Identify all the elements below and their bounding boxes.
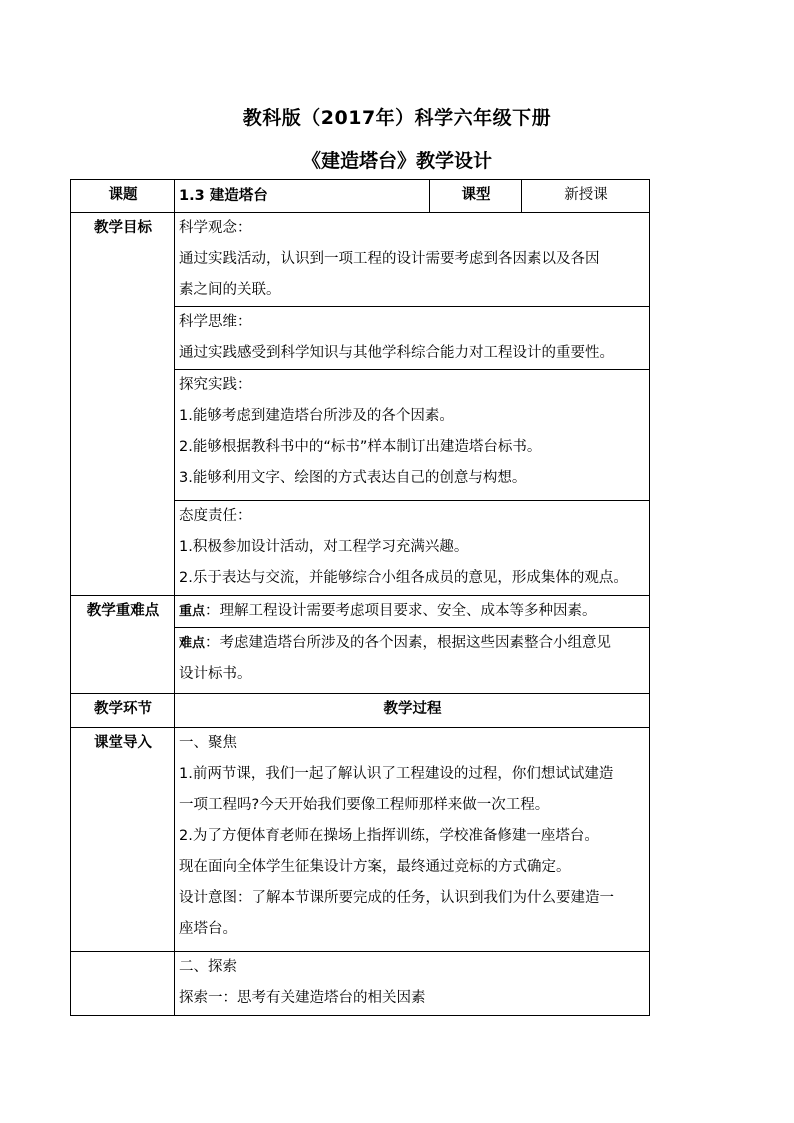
objective-line: 3.能够利用文字、绘图的方式表达自己的创意与构想。 xyxy=(179,470,527,486)
intro-line: 一、聚焦 xyxy=(179,735,237,751)
type-label: 课型 xyxy=(430,180,522,213)
keypoints-label: 教学重难点 xyxy=(71,596,175,694)
difficulty-cell xyxy=(175,628,650,694)
focus-cell xyxy=(175,596,650,628)
objective-line: 素之间的关联。 xyxy=(179,282,281,298)
objective-line: 2.能够根据教科书中的“标书”样本制订出建造塔台标书。 xyxy=(179,439,542,455)
objective-section xyxy=(175,213,650,307)
document-subtitle: 《建造塔台》教学设计 xyxy=(301,150,492,172)
objective-line: 科学观念： xyxy=(179,220,252,236)
objective-section xyxy=(175,501,650,596)
objective-line: 通过实践感受到科学知识与其他学科综合能力对工程设计的重要性。 xyxy=(179,345,614,361)
objective-line: 态度责任： xyxy=(179,508,252,524)
explore-line: 探索一：思考有关建造塔台的相关因素 xyxy=(179,990,426,1006)
type-value: 新授课 xyxy=(522,180,650,213)
intro-line: 一项工程吗?今天开始我们要像工程师那样来做一次工程。 xyxy=(179,797,550,813)
focus-keyword: 重点 xyxy=(179,604,206,619)
document-title: 教科版（2017年）科学六年级下册 xyxy=(242,107,552,129)
intro-content xyxy=(175,728,650,952)
lesson-plan-table xyxy=(70,179,650,1016)
process-stage-label: 教学环节 xyxy=(71,694,175,728)
intro-line: 1.前两节课，我们一起了解认识了工程建设的过程，你们想试试建造 xyxy=(179,766,614,782)
keypoints-row-focus xyxy=(71,596,650,628)
intro-row xyxy=(71,728,650,952)
objective-line: 1.积极参加设计活动，对工程学习充满兴趣。 xyxy=(179,539,469,555)
objective-line: 科学思维： xyxy=(179,314,252,330)
intro-line: 现在面向全体学生征集设计方案，最终通过竞标的方式确定。 xyxy=(179,859,571,875)
explore-label xyxy=(71,952,175,1016)
topic-value: 1.3 建造塔台 xyxy=(175,180,430,213)
objective-line: 2.乐于表达与交流，并能够综合小组各成员的意见，形成集体的观点。 xyxy=(179,570,628,586)
focus-text: ：理解工程设计需要考虑项目要求、安全、成本等多种因素。 xyxy=(205,603,597,619)
intro-line: 设计意图：了解本节课所要完成的任务，认识到我们为什么要建造一 xyxy=(179,890,614,906)
intro-line: 2.为了方便体育老师在操场上指挥训练，学校准备修建一座塔台。 xyxy=(179,828,599,844)
difficulty-text: ：考虑建造塔台所涉及的各个因素，根据这些因素整合小组意见 xyxy=(205,635,612,651)
objective-line: 探究实践： xyxy=(179,377,252,393)
intro-label: 课堂导入 xyxy=(71,728,175,952)
objectives-label: 教学目标 xyxy=(71,213,175,596)
topic-label: 课题 xyxy=(71,180,175,213)
difficulty-line xyxy=(179,628,646,659)
explore-line: 二、探索 xyxy=(179,959,237,975)
topic-row xyxy=(71,180,650,213)
difficulty-line: 设计标书。 xyxy=(179,666,252,682)
objective-line: 1.能够考虑到建造塔台所涉及的各个因素。 xyxy=(179,408,454,424)
objectives-row-concept xyxy=(71,213,650,307)
process-header-row xyxy=(71,694,650,728)
difficulty-keyword: 难点 xyxy=(179,636,206,651)
objective-line: 通过实践活动，认识到一项工程的设计需要考虑到各因素以及各因 xyxy=(179,251,600,267)
explore-content xyxy=(175,952,650,1016)
objective-section xyxy=(175,370,650,501)
explore-row xyxy=(71,952,650,1016)
objective-section xyxy=(175,307,650,370)
process-title: 教学过程 xyxy=(175,694,650,728)
intro-line: 座塔台。 xyxy=(179,921,237,937)
